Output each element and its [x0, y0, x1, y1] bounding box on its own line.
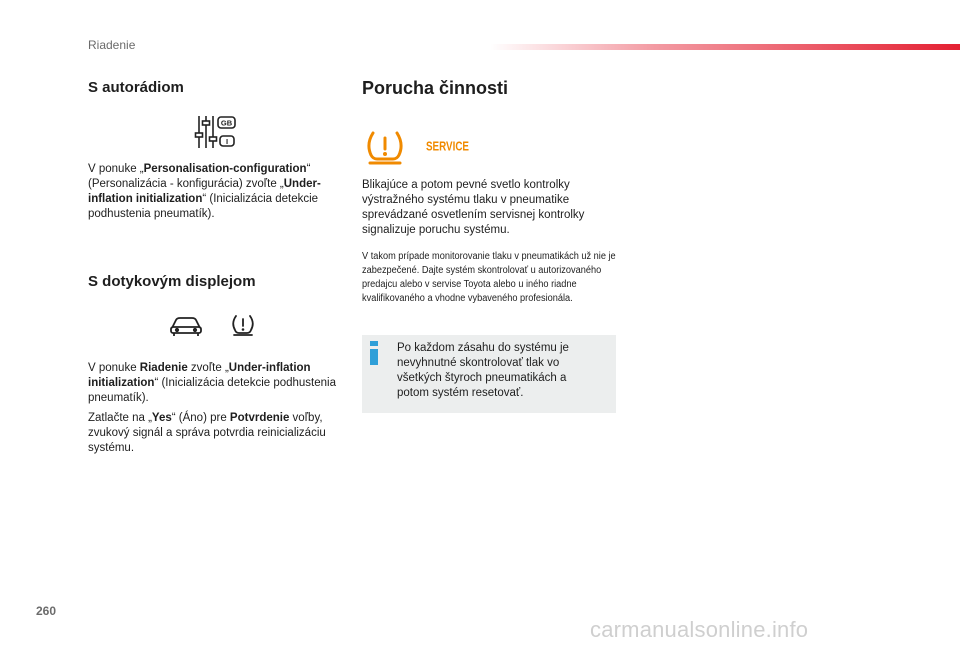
info-box	[362, 335, 616, 413]
page-number: 260	[36, 604, 57, 618]
service-label: SERVICE	[426, 139, 469, 154]
settings-sliders-icon	[193, 113, 239, 151]
heading-radio: S autorádiom	[88, 79, 184, 96]
tire-pressure-icon	[230, 313, 256, 337]
info-icon	[368, 341, 380, 365]
touch-instructions-2: Zatlačte na „Yes“ (Áno) pre Potvrdenie voľby, zvukový signál a správa potvrdia reinicializáciu systému.	[88, 412, 326, 454]
watermark: carmanualsonline.info	[590, 617, 809, 642]
tire-pressure-warning-icon	[364, 129, 406, 167]
malfunction-note: V takom prípade monitorovanie tlaku v pneumatikách už nie je zabezpečené. Dajte systém skontrolovať u autorizovaného predajcu alebo v servise Toyota alebo u iného riadne kvalifikovaného a vhodne vybaveného profesionála.	[362, 251, 616, 304]
running-header: Riadenie	[88, 38, 136, 52]
i-label: I	[225, 137, 229, 146]
header-accent-bar	[490, 44, 960, 50]
heading-malfunction: Porucha činnosti	[362, 78, 509, 98]
info-text: Po každom zásahu do systému je nevyhnutné skontrolovať tlak vo všetkých štyroch pneumatikách a potom systém resetovať.	[397, 342, 569, 399]
malfunction-description: Blikajúce a potom pevné svetlo kontrolky výstražného systému tlaku v pneumatike sprevádzané osvetlením servisnej kontrolky signalizuje poruchu systému.	[362, 179, 585, 236]
gb-label: GB	[220, 118, 233, 128]
heading-touchscreen: S dotykovým displejom	[88, 273, 256, 290]
car-icon	[169, 314, 203, 338]
radio-instructions: V ponuke „Personalisation-configuration“ (Personalizácia - konfigurácia) zvoľte „Under-inflation initialization“ (Inicializácia detekcie podhustenia pneumatík).	[88, 163, 321, 220]
service-warning-icon	[425, 139, 471, 153]
touch-instructions-1: V ponuke Riadenie zvoľte „Under-inflation initialization“ (Inicializácia detekcie podhustenia pneumatík).	[88, 362, 336, 404]
